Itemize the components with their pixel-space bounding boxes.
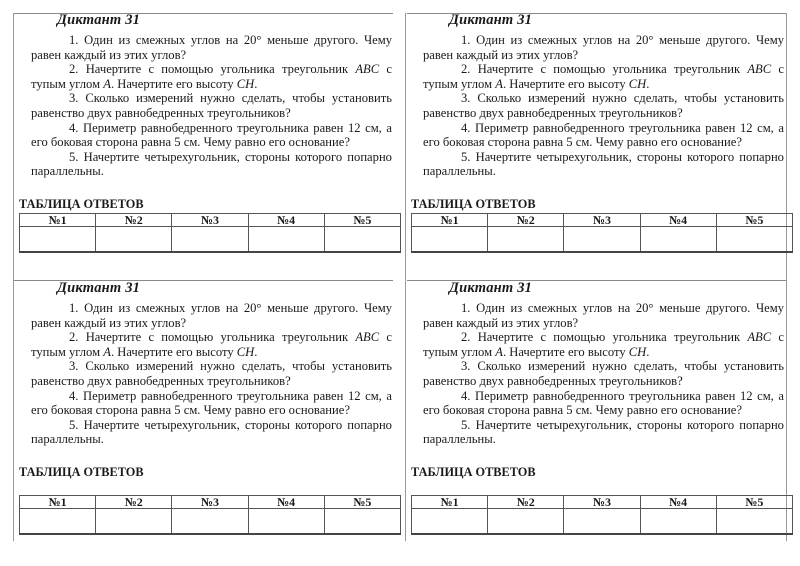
task-1: 1. Один из смежных углов на 20° меньше другого. Чему равен каждый из этих углов?: [423, 301, 784, 330]
answer-header-1: №1: [412, 496, 488, 509]
task-4: 4. Периметр равнобедренного треугольника равен 12 см, а его боковая сторона равна 5 см. Чему равно его основание?: [423, 388, 784, 418]
task-list: [31, 33, 392, 179]
task-4: 4. Периметр равнобедренного треугольника равен 12 см, а его боковая сторона равна 5 см. Чему равно его основание?: [31, 388, 392, 418]
dictation-card-2: [411, 0, 783, 268]
dictation-card-4: [411, 268, 783, 536]
answer-header-5: №5: [716, 214, 792, 227]
answer-cell-5[interactable]: [324, 227, 400, 253]
answers-input-row: [412, 227, 793, 253]
answer-header-3: №3: [564, 496, 640, 509]
answers-table-title: ТАБЛИЦА ОТВЕТОВ: [411, 197, 536, 211]
answers-header-row: [412, 214, 793, 227]
task-2: 2. Начертите с помощью угольника треугольник ABC с тупым углом A. Начертите его высоту CH.: [31, 62, 392, 91]
task-2: 2. Начертите с помощью угольника треугольник ABC с тупым углом A. Начертите его высоту CH.: [423, 62, 784, 91]
task-3: 3. Сколько измерений нужно сделать, чтобы установить равенство двух равнобедренных треугольников?: [423, 359, 784, 388]
task-3: 3. Сколько измерений нужно сделать, чтобы установить равенство двух равнобедренных треугольников?: [423, 91, 784, 120]
task-3: 3. Сколько измерений нужно сделать, чтобы установить равенство двух равнобедренных треугольников?: [31, 91, 392, 120]
answers-table: [19, 213, 401, 253]
dictation-title: Диктант 31: [57, 12, 141, 28]
answer-header-1: №1: [20, 214, 96, 227]
answer-header-2: №2: [96, 496, 172, 509]
answers-header-row: [412, 496, 793, 509]
dictation-title: Диктант 31: [57, 280, 141, 296]
answer-cell-1[interactable]: [412, 509, 488, 535]
answer-cell-3[interactable]: [564, 227, 640, 253]
answer-header-3: №3: [172, 496, 248, 509]
answer-header-5: №5: [324, 214, 400, 227]
task-2: 2. Начертите с помощью угольника треугольник ABC с тупым углом A. Начертите его высоту CH.: [31, 330, 392, 359]
answer-cell-2[interactable]: [96, 227, 172, 253]
answer-cell-2[interactable]: [488, 227, 564, 253]
answers-header-row: [20, 214, 401, 227]
task-list: [31, 301, 392, 447]
answer-cell-4[interactable]: [248, 509, 324, 535]
answer-header-3: №3: [564, 214, 640, 227]
answer-cell-5[interactable]: [324, 509, 400, 535]
answers-table-title: ТАБЛИЦА ОТВЕТОВ: [19, 465, 144, 479]
frame-right-edge: [786, 13, 787, 541]
answer-cell-5[interactable]: [716, 227, 792, 253]
answer-header-5: №5: [716, 496, 792, 509]
answer-header-4: №4: [248, 496, 324, 509]
task-2: 2. Начертите с помощью угольника треугольник ABC с тупым углом A. Начертите его высоту CH.: [423, 330, 784, 359]
answer-header-1: №1: [20, 496, 96, 509]
answers-table: [19, 495, 401, 535]
task-5: 5. Начертите четырехугольник, стороны которого попарно параллельны.: [31, 149, 392, 179]
answer-cell-1[interactable]: [412, 227, 488, 253]
answer-header-4: №4: [640, 496, 716, 509]
answer-cell-1[interactable]: [20, 509, 96, 535]
answers-input-row: [20, 227, 401, 253]
dictation-title: Диктант 31: [449, 280, 533, 296]
answer-cell-4[interactable]: [248, 227, 324, 253]
answer-cell-1[interactable]: [20, 227, 96, 253]
task-list: [423, 33, 784, 179]
task-3: 3. Сколько измерений нужно сделать, чтобы установить равенство двух равнобедренных треугольников?: [31, 359, 392, 388]
task-5: 5. Начертите четырехугольник, стороны которого попарно параллельны.: [423, 149, 784, 179]
task-1: 1. Один из смежных углов на 20° меньше другого. Чему равен каждый из этих углов?: [31, 33, 392, 62]
answers-table-title: ТАБЛИЦА ОТВЕТОВ: [19, 197, 144, 211]
answer-cell-5[interactable]: [716, 509, 792, 535]
task-4: 4. Периметр равнобедренного треугольника равен 12 см, а его боковая сторона равна 5 см. Чему равно его основание?: [423, 120, 784, 150]
task-1: 1. Один из смежных углов на 20° меньше другого. Чему равен каждый из этих углов?: [31, 301, 392, 330]
answer-header-1: №1: [412, 214, 488, 227]
answer-cell-3[interactable]: [172, 227, 248, 253]
answers-header-row: [20, 496, 401, 509]
answer-header-3: №3: [172, 214, 248, 227]
answer-header-4: №4: [248, 214, 324, 227]
task-5: 5. Начертите четырехугольник, стороны которого попарно параллельны.: [423, 417, 784, 447]
answer-cell-3[interactable]: [172, 509, 248, 535]
answer-header-2: №2: [96, 214, 172, 227]
answer-cell-4[interactable]: [640, 509, 716, 535]
answer-header-4: №4: [640, 214, 716, 227]
frame-center-divider: [405, 13, 406, 541]
frame-left-edge: [13, 13, 14, 541]
answers-table: [411, 495, 793, 535]
answers-table: [411, 213, 793, 253]
answer-cell-3[interactable]: [564, 509, 640, 535]
dictation-card-3: [19, 268, 391, 536]
task-5: 5. Начертите четырехугольник, стороны которого попарно параллельны.: [31, 417, 392, 447]
answers-input-row: [412, 509, 793, 535]
answer-cell-2[interactable]: [488, 509, 564, 535]
task-4: 4. Периметр равнобедренного треугольника равен 12 см, а его боковая сторона равна 5 см. Чему равно его основание?: [31, 120, 392, 150]
dictation-title: Диктант 31: [449, 12, 533, 28]
answer-header-5: №5: [324, 496, 400, 509]
dictation-card-1: [19, 0, 391, 268]
answer-cell-4[interactable]: [640, 227, 716, 253]
answers-input-row: [20, 509, 401, 535]
task-1: 1. Один из смежных углов на 20° меньше другого. Чему равен каждый из этих углов?: [423, 33, 784, 62]
task-list: [423, 301, 784, 447]
answer-cell-2[interactable]: [96, 509, 172, 535]
answers-table-title: ТАБЛИЦА ОТВЕТОВ: [411, 465, 536, 479]
answer-header-2: №2: [488, 214, 564, 227]
answer-header-2: №2: [488, 496, 564, 509]
